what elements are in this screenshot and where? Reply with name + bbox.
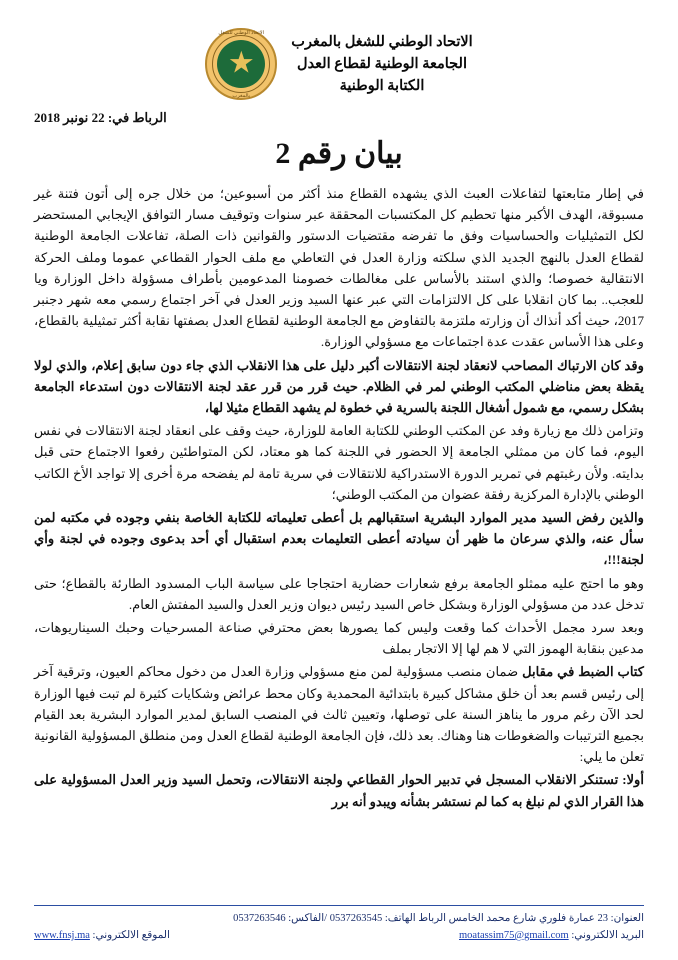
org-title-line-3: الكتابة الوطنية xyxy=(339,77,425,94)
document-header xyxy=(34,28,644,100)
union-emblem-icon xyxy=(205,28,277,100)
emblem-top-text: الاتحاد الوطني للشغل xyxy=(218,30,265,36)
emblem-bottom-text: بالمغرب xyxy=(232,93,251,99)
paragraph-9: أولا: تستنكر الانقلاب المسجل في تدبير الحوار القطاعي ولجنة الانتقالات، وتحمل السيد وزير العدل المسؤولية على هذا القرار الذي لم نبلغ به كما لم نستشر بشأنه ويبدو أنه برر xyxy=(34,772,644,809)
footer-website-block xyxy=(34,928,170,944)
document-body xyxy=(34,183,644,812)
page-title: بيان رقم 2 xyxy=(275,137,403,170)
footer-address: العنوان: 23 عمارة فلوري شارع محمد الخامس الرباط الهاتف: 0537263545 /الفاكس: 0537263546 xyxy=(233,913,644,925)
footer-website-label: الموقع الالكتروني: xyxy=(92,929,170,941)
footer-website-link[interactable]: www.fnsj.ma xyxy=(34,929,90,941)
footer-contact-row xyxy=(34,928,644,944)
paragraph-7: كتاب الضبط في مقابل xyxy=(522,664,644,680)
paragraph-2: وقد كان الارتباك المصاحب لانعقاد لجنة الانتقالات أكبر دليل على هذا الانقلاب الذي جاء دون سابق إعلام، والذي لولا يقظة بعض مناضلي المكتب الوطني لمر في الظلام. حيث قرر من قرر عقد لجنة الانتقالات دون استدعاء الجامعة بشكل رسمي، مع شمول أشغال اللجنة بالسرية في خطوة لم يشهد القطاع مثيلا لها، xyxy=(34,357,644,416)
paragraph-5: وهو ما احتج عليه ممثلو الجامعة برفع شعارات حضارية احتجاجا على سياسة الباب المسدود الطارئة بالقطاع؛ حتى تدخل عدد من مسؤولي الوزارة وبشكل خاص السيد رئيس ديوان وزير العدل والسيد المفتش العام. xyxy=(34,575,644,612)
paragraph-1: في إطار متابعتها لتفاعلات العبث الذي يشهده القطاع منذ أكثر من أسبوعين؛ من خلال جره إلى أتون فتنة غير مسبوقة، الهدف الأكبر منها تحطيم كل المكتسبات المحققة عبر سنوات وتوقيف مسار التوافق الإيجابي المستحضر لكل التمثيليات والحساسيات وفق ما تفرضه مقتضيات الدستور والقوانين ذات الصلة، تفاعلات الجامعة الوطنية لقطاع العدل بالنهج الجديد الذي سلكته وزارة العدل في التعاطي مع ملف الحوار القطاعي عموما وملف الحركة الانتقالية خصوصا؛ والذي استند بالأساس على مغالطات خصومنا المدعومين بأطراف مسؤولة داخل الوزارة ويا للعجب.. بما كان انقلابا على كل الالتزامات التي عبر عنها السيد وزير العدل في آخر اجتماع رسمي معه شهر دجنبر 2017، حيث أكد أنذاك أن وزارته ملتزمة بالتفاوض مع الجامعة الوطنية لقطاع العدل بصفتها نقابة أكثر تمثيلية بالقطاع، وعلى هذا الأساس عقدت عدة اجتماعات مع مسؤولي الوزارة. xyxy=(34,186,644,350)
footer-address-row xyxy=(34,911,644,927)
org-title-line-2: الجامعة الوطنية لقطاع العدل xyxy=(297,55,467,72)
paragraph-4: والذين رفض السيد مدير الموارد البشرية استقبالهم بل أعطى تعليماته للكتابة الخاصة بنفي وجوده في مكتبه لمن سأل عنه، والذي سرعان ما ظهر أن سيادته أعطى التعليمات بعدم استقبال أي أحد بدعوى وجوده في لجنة وأي لجنة!!!، xyxy=(34,510,644,568)
document-footer xyxy=(34,905,644,944)
dateline: الرباط في: 22 نونبر 2018 xyxy=(34,110,167,125)
emblem-green-disc xyxy=(217,40,265,88)
footer-email-label: البريد الالكتروني: xyxy=(571,929,644,941)
org-title-line-1: الاتحاد الوطني للشغل بالمغرب xyxy=(291,34,473,50)
emblem-star-icon: ★ xyxy=(227,46,255,80)
organization-titles xyxy=(291,28,472,97)
paragraph-8: ضمان منصب مسؤولية لمن منع مسؤولي وزارة العدل من دخول محاكم العيون، وترقية آخر إلى رئيس قسم بعد أن خلق مشاكل كبيرة بابتدائية المحمدية وكان محط عرائض وشكايات كثيرة لم تبت فيها الوزارة لحد الآن رغم مرور ما يناهز السنة على توصلها، وتعيين ثالث في المنصب السابق لمدير الموارد البشرية بعد القيام بجميع الترتيبات والضغوطات هنا وهناك. بعد ذلك، فإن الجامعة الوطنية لقطاع العدل ومن منطلق المسؤولية القانونية تعلن ما يلي: xyxy=(34,664,644,765)
footer-email-link[interactable]: moatassim75@gmail.com xyxy=(459,929,569,941)
paragraph-3: وتزامن ذلك مع زيارة وفد عن المكتب الوطني للكتابة العامة للوزارة، حيث وقف على انعقاد لجنة الانتقالات في نفس اليوم، فما كان من ممثلي الجامعة إلا الحضور في اللجنة كما هو معتاد، لكن المتواطئين رفعوا الاجتماع حتى قبل بدايته. ولأن رغبتهم في تمرير الدورة الاستدراكية للانتقالات في سرية تامة لم يفضحه مرة أخرى إلا تواجد الأخ الكاتب الوطني بالإدارة المركزية رفقة عضوان من المكتب الوطني؛ xyxy=(34,423,644,502)
paragraph-6: وبعد سرد مجمل الأحداث كما وقعت وليس كما يصورها بعض محترفي صناعة المسرحيات وحبك السيناريوهات، مدعين بنقابة الهموز التي لا هم لها إلا الاتجار بملف xyxy=(34,620,644,657)
footer-email-block xyxy=(459,928,644,944)
